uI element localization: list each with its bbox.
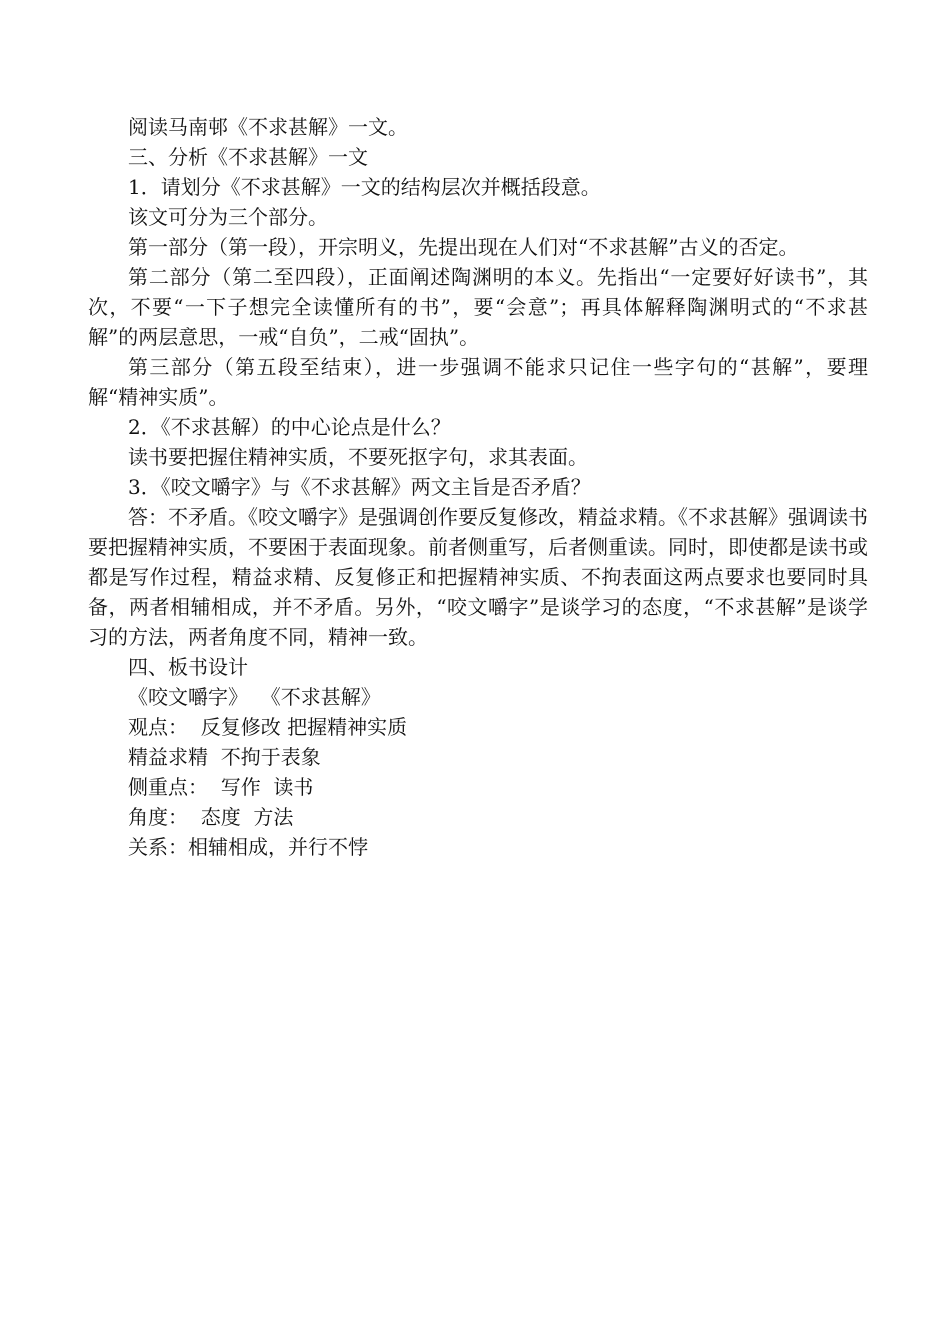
answer-1-part-1: 第一部分（第一段），开宗明义，先提出现在人们对“不求甚解”古义的否定。: [128, 235, 799, 259]
heading-board-design: 四、板书设计: [128, 655, 248, 679]
answer-1-part-2: 第二部分（第二至四段），正面阐述陶渊明的本义。先指出“一定要好好读书”，其次，不要“一下子想完全读懂所有的书”，要“会意”；再具体解释陶渊明式的“不求甚解”的两层意思，一戒“自负”，二戒“固执”。: [88, 265, 868, 349]
answer-1-part-3: 第三部分（第五段至结束），进一步强调不能求只记住一些字句的“甚解”，要理解“精神实质”。: [88, 355, 868, 409]
answer-1-intro: 该文可分为三个部分。: [128, 205, 328, 229]
answer-3: 答：不矛盾。《咬文嚼字》是强调创作要反复修改，精益求精。《不求甚解》强调读书要把握精神实质，不要困于表面现象。前者侧重写，后者侧重读。同时，即使都是读书或都是写作过程，精益求精、反复修正和把握精神实质、不拘表面这两点要求也要同时具备，两者相辅相成，并不矛盾。另外，“咬文嚼字”是谈学习的态度，“不求甚解”是谈学习的方法，两者角度不同，精神一致。: [88, 505, 868, 649]
board-line-viewpoint-2: 精益求精 不拘于表象: [128, 745, 321, 769]
question-3: 3．《咬文嚼字》与《不求甚解》两文主旨是否矛盾？: [128, 475, 591, 499]
paragraph-reading: 阅读马南邨《不求甚解》一文。: [128, 115, 408, 139]
heading-analysis: 三、分析《不求甚解》一文: [128, 145, 368, 169]
board-line-focus: 侧重点： 写作 读书: [128, 775, 314, 799]
board-line-relation: 关系：相辅相成，并行不悖: [128, 835, 368, 859]
question-1: 1．请划分《不求甚解》一文的结构层次并概括段意。: [128, 175, 601, 199]
board-line-angle: 角度： 态度 方法: [128, 805, 294, 829]
board-design: [88, 682, 868, 862]
board-line-viewpoint: 观点： 反复修改 把握精神实质: [128, 715, 408, 739]
question-2: 2．《不求甚解）的中心论点是什么？: [128, 415, 451, 439]
document-page: [88, 112, 868, 862]
board-line-titles: 《咬文嚼字》 《不求甚解》: [128, 685, 381, 709]
answer-2: 读书要把握住精神实质，不要死抠字句，求其表面。: [128, 445, 588, 469]
